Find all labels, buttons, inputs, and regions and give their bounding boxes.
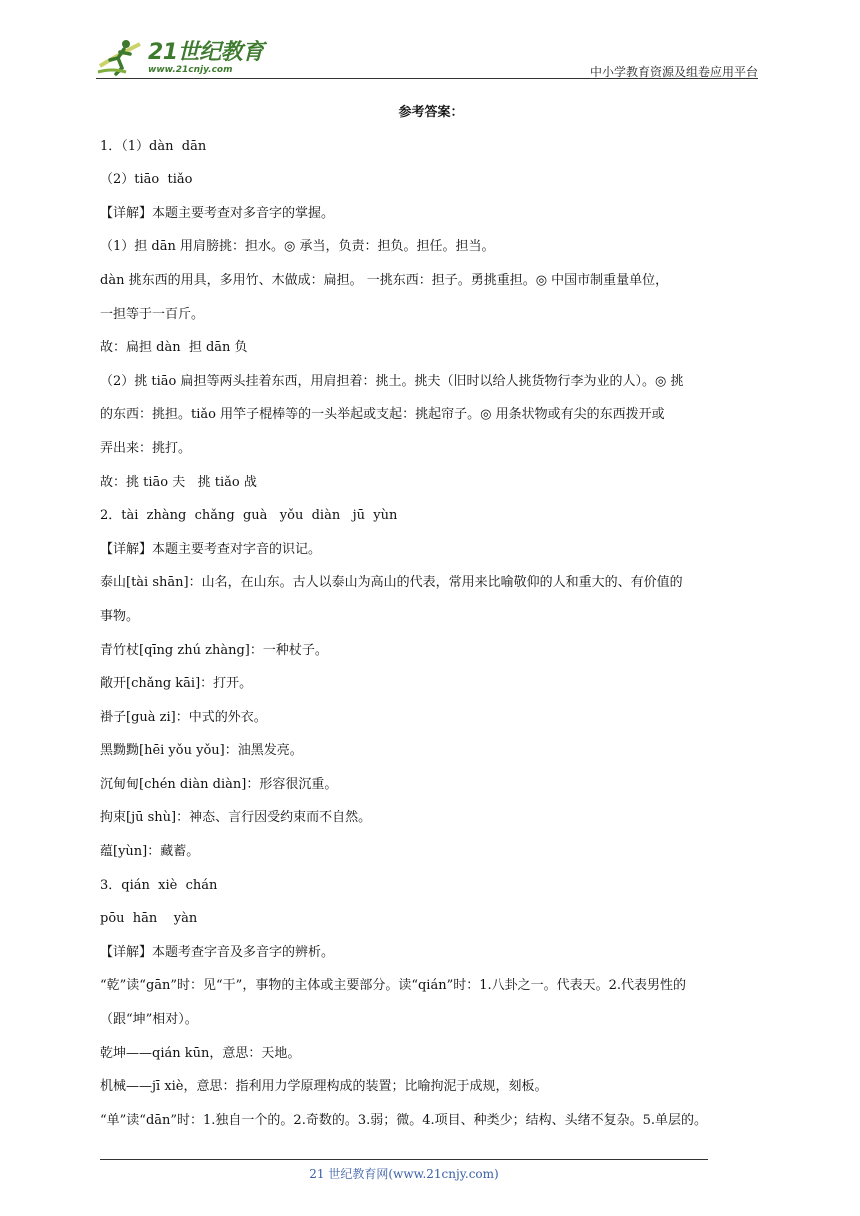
header-divider (96, 78, 758, 79)
text-line: 拘束[jū shù]：神态、言行因受约束而不自然。 (100, 810, 372, 826)
footer-link[interactable]: 21 世纪教育网(www.21cnjy.com) (309, 1167, 499, 1181)
text-line: pōu hān yàn (100, 911, 198, 927)
text-line: 【详解】本题主要考查对多音字的掌握。 (100, 205, 335, 221)
text-line: 蕴[yùn]：藏蓄。 (100, 844, 200, 860)
text-line: 青竹杖[qīng zhú zhàng]：一种杖子。 (100, 642, 328, 658)
logo-title: 21世纪教育 (148, 39, 264, 65)
text-line: 敞开[chǎng kāi]：打开。 (100, 676, 253, 692)
text-line: “乾”读“gān”时：见“干”，事物的主体或主要部分。读“qián”时：1.八卦之一。代表天。2.代表男性的 (100, 978, 687, 994)
footer-divider (100, 1159, 708, 1160)
text-line: 3．qián xiè chán (100, 877, 218, 893)
text-line: 【详解】本题考查字音及多音字的辨析。 (100, 944, 335, 960)
text-line: dàn 挑东西的用具，多用竹、木做成：扁担。 一挑东西：担子。勇挑重担。◎ 中国市制重量单位， (100, 272, 669, 288)
text-line: （跟“坤”相对）。 (100, 1012, 198, 1028)
text-line: 的东西：挑担。tiǎo 用竿子棍棒等的一头举起或支起：挑起帘子。◎ 用条状物或有尖的东西拨开或 (100, 407, 665, 423)
text-line: （2）tiāo tiǎo (100, 172, 193, 188)
site-logo[interactable] (96, 38, 264, 78)
logo-url: www.21cnjy.com (148, 64, 233, 75)
text-line: 2．tài zhàng chǎng guà yǒu diàn jū yùn (100, 508, 398, 524)
text-line: （2）挑 tiāo 扁担等两头挂着东西，用肩担着：挑土。挑夫（旧时以给人挑货物行李为业的人）。◎ 挑 (100, 373, 684, 389)
text-line: 故：挑 tiāo 夫 挑 tiǎo 战 (100, 474, 257, 490)
answer-content (100, 96, 762, 1137)
text-line: 褂子[guà zi]：中式的外衣。 (100, 709, 267, 725)
text-line: 事物。 (100, 608, 140, 624)
text-line: 弄出来：挑打。 (100, 440, 192, 456)
text-line: （1）担 dān 用肩膀挑：担水。◎ 承当，负责：担负。担任。担当。 (100, 239, 495, 255)
running-person-icon (96, 38, 144, 78)
page-header (96, 30, 758, 80)
text-line: “单”读“dān”时：1.独自一个的。2.奇数的。3.弱；微。4.项目、种类少；结构、头绪不复杂。5.单层的。 (100, 1112, 708, 1128)
text-line: 沉甸甸[chén diàn diàn]：形容很沉重。 (100, 776, 338, 792)
page-title: 参考答案： (398, 105, 464, 120)
platform-label: 中小学教育资源及组卷应用平台 (589, 65, 758, 79)
text-line: 故：扁担 dàn 担 dān 负 (100, 340, 248, 356)
text-line: 【详解】本题主要考查对字音的识记。 (100, 541, 322, 557)
text-line: 黑黝黝[hēi yǒu yǒu]：油黑发亮。 (100, 743, 303, 759)
text-line: 1．（1）dàn dān (100, 138, 207, 154)
text-line: 一担等于一百斤。 (100, 306, 205, 322)
text-line: 机械——jī xiè，意思：指利用力学原理构成的装置；比喻拘泥于成规，刻板。 (100, 1079, 548, 1095)
text-line: 乾坤——qián kūn，意思：天地。 (100, 1045, 301, 1061)
text-line: 泰山[tài shān]：山名，在山东。古人以泰山为高山的代表，常用来比喻敬仰的人和重大的、有价值的 (100, 575, 683, 591)
